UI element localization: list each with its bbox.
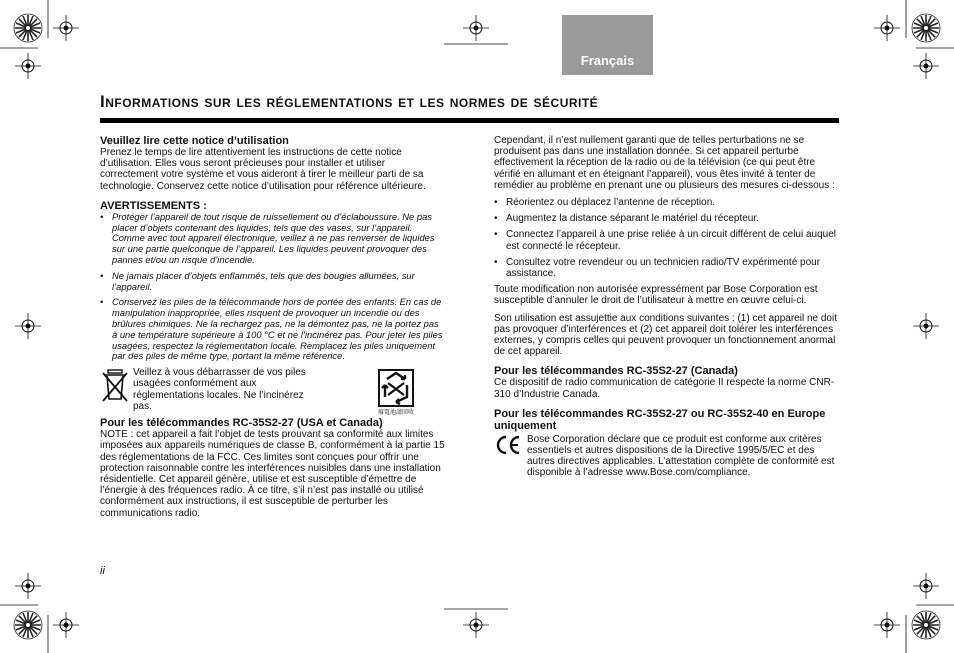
- ce-text: Bose Corporation déclare que ce produit est conforme aux critères essentiels et autres dispositions de la Directive 1995/5/EC et des autres directives applicables. L’attestation complète de conformité est disponible à l’adresse www.Bose.com/compliance.: [527, 433, 835, 479]
- battery-recycle-logo: [374, 369, 418, 415]
- notice-text: Prenez le temps de lire attentivement les instructions de cette notice d’utilisation. Elles vous seront précieuses pour installer et utiliser correctement votre système et vous aideront à tirer le meilleur parti de sa technologie. Conservez cette notice d’utilisation pour référence ultérieure.: [100, 147, 426, 192]
- measure-item: • Réorientez ou déplacez l’antenne de réception.: [494, 197, 840, 208]
- warning-item: • Protéger l’appareil de tout risque de ruissellement ou d’éclaboussure. Ne pas placer d’objets contenant des liquides, tels que des vases, sur l’appareil. Comme avec tout appareil électronique, veillez à ne pas renverser de liquides sur une partie quelconque de l’appareil. Les liquides peuvent provoquer des pannes et/ou un risque d’incendie.: [100, 212, 445, 266]
- fcc-heading: Pour les télécommandes RC-35S2-27 (USA et Canada): [100, 417, 383, 430]
- ce-compliance: [494, 434, 840, 479]
- left-column: [100, 135, 445, 519]
- recycle-label: 廢電池請回收: [377, 410, 414, 417]
- interference-intro: Cependant, il n’est nullement garanti que de telles perturbations ne se produisent pas dans une installation donnée. Si cet appareil perturbe effectivement la réception de la radio ou de la télévision (ce qui peut être vérifié en allumant et en éteignant l’appareil), vous êtes invité à tenter de remédier au problème en prenant une ou plusieurs des mesures ci-dessous :: [494, 135, 835, 191]
- modification-text: Toute modification non autorisée expressément par Bose Corporation est susceptible d’annuler le droit de l’utilisateur à mettre en œuvre celui-ci.: [494, 284, 818, 307]
- recycle-icon: [374, 369, 418, 407]
- page-number: ii: [100, 565, 105, 577]
- measure-item: • Connectez l’appareil à une prise reliée à un circuit différent de celui auquel est connecté le récepteur.: [494, 229, 840, 251]
- crossed-bin-icon: [102, 369, 128, 403]
- measures-list: [494, 197, 840, 279]
- warning-item: • Ne jamais placer d’objets enflammés, tels que des bougies allumées, sur l’appareil.: [100, 271, 445, 293]
- warnings-heading: AVERTISSEMENTS :: [100, 199, 207, 212]
- ce-mark-icon: [494, 435, 522, 455]
- title-rule: [100, 118, 839, 123]
- measure-item: • Consultez votre revendeur ou un technicien radio/TV expérimenté pour assistance.: [494, 257, 840, 279]
- disposal-text: Veillez à vous débarrasser de vos piles usagées conformément aux réglementations locales. Ne l’incinérez pas.: [133, 367, 306, 412]
- language-tab: [562, 15, 653, 75]
- canada-text: Ce dispositif de radio communication de catégorie II respecte la norme CNR-310 d’Industrie Canada.: [494, 377, 835, 400]
- fcc-text: NOTE : cet appareil a fait l’objet de tests prouvant sa conformité aux limites imposées aux appareils numériques de classe B, conformément à la partie 15 des réglementations de la FCC. Ces limites sont conçues pour offrir une protection raisonnable contre les interférences nuisibles dans une installation résidentielle. Cet appareil génère, utilise et est susceptible d’émettre de l’énergie à des fréquences radio. À ce titre, s’il n’est pas installé ou utilisé conformément aux instructions, il est susceptible de perturber les communications radio.: [100, 429, 445, 519]
- europe-heading: Pour les télécommandes RC-35S2-27 ou RC-35S2-40 en Europe uniquement: [494, 407, 826, 432]
- warning-item: • Conservez les piles de la télécommande hors de portée des enfants. En cas de manipulation inappropriée, elles risquent de provoquer un incendie ou des brûlures chimiques. Ne la rechargez pas, ne la démontez pas, ne la portez pas à une température supérieure à 100 °C et ne l’incinérez pas. Pour jeter les piles usagées, respectez la réglementation locale. Remplacez les piles uniquement par des piles de même type, portant la même référence.: [100, 297, 445, 362]
- right-column: [494, 135, 840, 479]
- notice-heading: Veuillez lire cette notice d’utilisation: [100, 135, 289, 147]
- battery-disposal: [100, 367, 445, 417]
- canada-heading: Pour les télécommandes RC-35S2-27 (Canada): [494, 365, 738, 378]
- conditions-text: Son utilisation est assujettie aux conditions suivantes : (1) cet appareil ne doit pas provoquer d’interférences et (2) cet appareil doit tolérer les interférences externes, y compris celles qui peuvent provoquer un fonctionnement anormal de cet appareil.: [494, 312, 837, 358]
- warnings-list: [100, 212, 445, 362]
- measure-item: • Augmentez la distance séparant le matériel du récepteur.: [494, 213, 840, 224]
- language-tab-label: Français: [580, 53, 635, 68]
- page-title: Informations sur les réglementations et les normes de sécurité: [100, 92, 599, 111]
